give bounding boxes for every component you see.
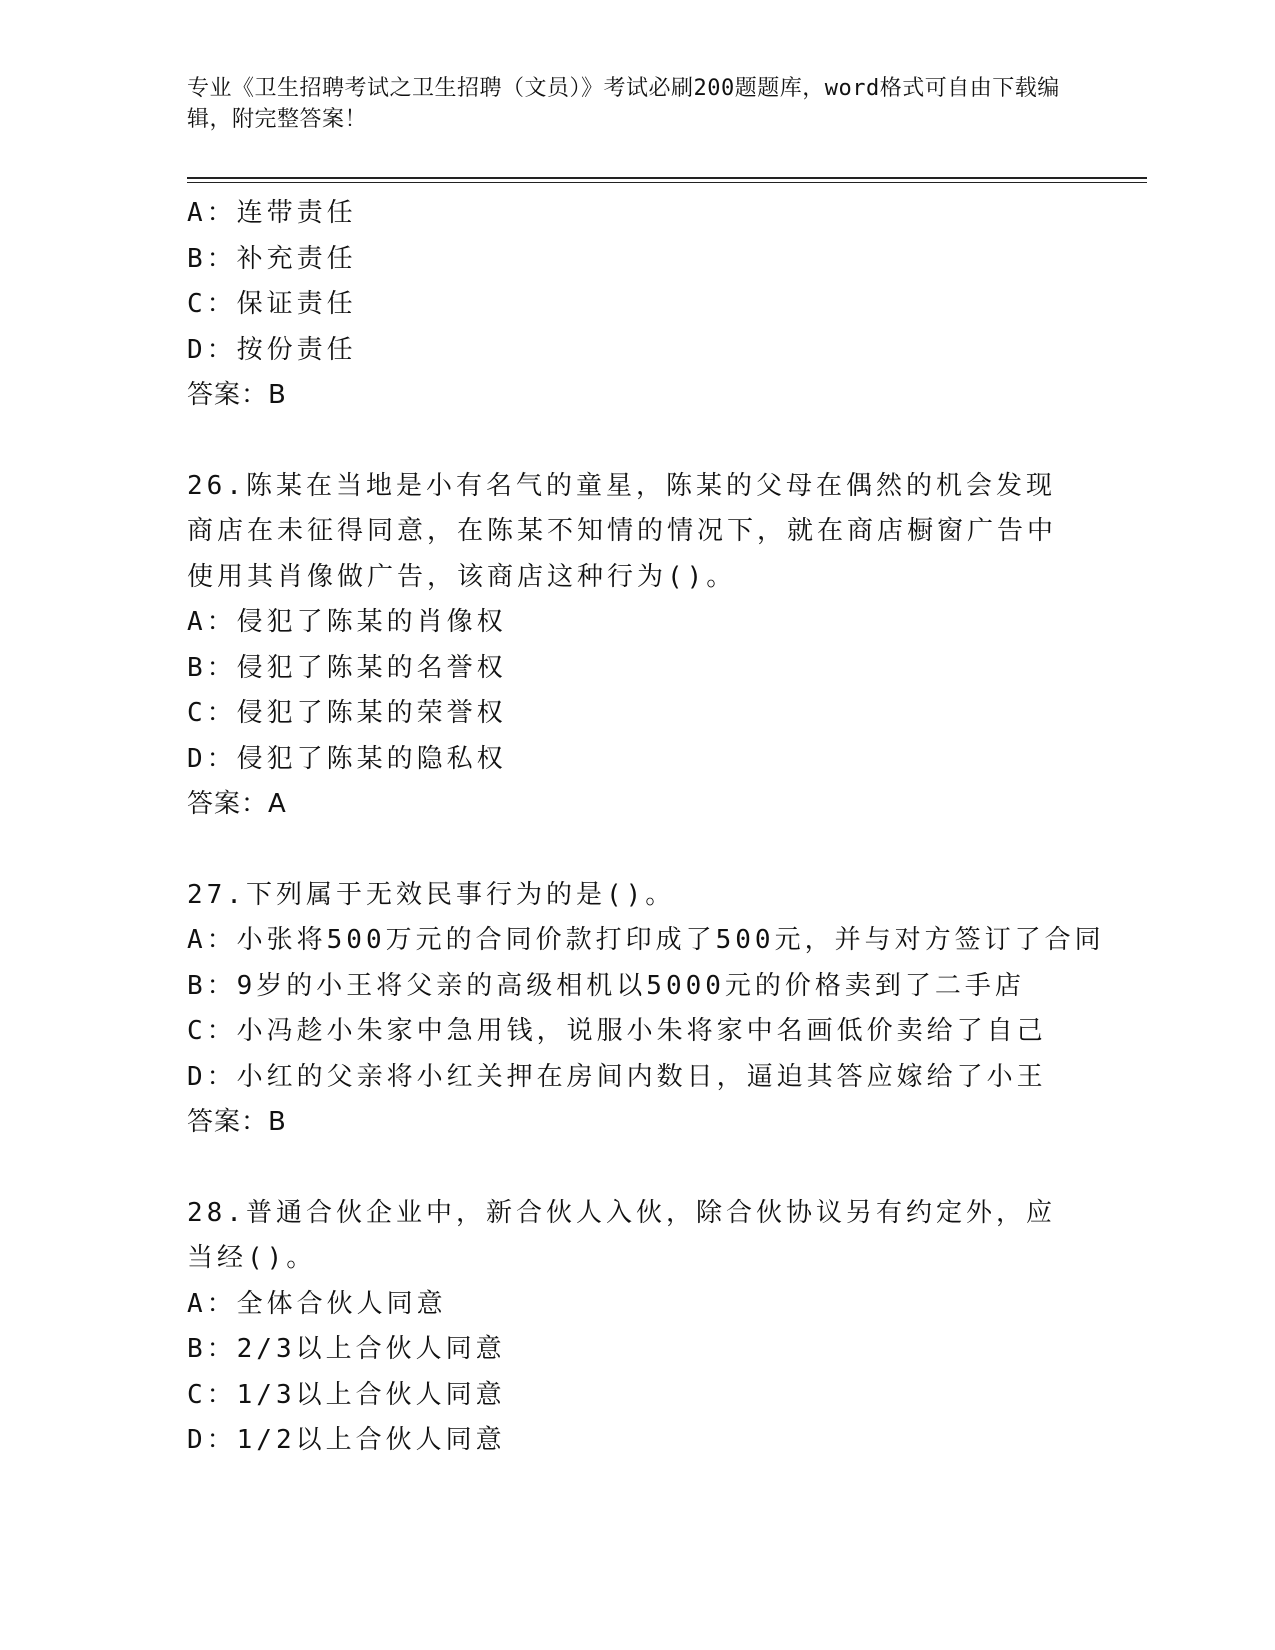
option-c: C：小冯趁小朱家中急用钱，说服小朱将家中名画低价卖给了自己 [187,1016,1047,1046]
header-divider-thick [187,177,1147,179]
question-list [187,191,1105,1464]
option-c: C：1/3以上合伙人同意 [187,1379,506,1410]
option-a: A：小张将500万元的合同价款打印成了500元，并与对方签订了合同 [187,925,1105,955]
header-divider-thin [187,182,1147,183]
option-d: D：1/2以上合伙人同意 [187,1425,506,1455]
option-c: C：侵犯了陈某的荣誉权 [187,698,507,728]
answer-line: 答案：B [187,1107,287,1137]
question-27 [187,873,1105,1146]
option-c: C：保证责任 [187,289,357,319]
question-stem: 27.下列属于无效民事行为的是()。 [187,879,676,910]
option-b: B：9岁的小王将父亲的高级相机以5000元的价格卖到了二手店 [187,970,1025,1001]
option-a: A：连带责任 [187,198,357,228]
question-stem: 26.陈某在当地是小有名气的童星，陈某的父母在偶然的机会发现商店在未征得同意，在陈某不知情的情况下，就在商店橱窗广告中使用其肖像做广告，该商店这种行为()。 [187,470,1058,592]
option-d: D：侵犯了陈某的隐私权 [187,743,507,774]
question-28 [187,1191,1067,1464]
question-25-continued [187,191,1067,419]
option-b: B：2/3以上合伙人同意 [187,1334,506,1364]
option-d: D：小红的父亲将小红关押在房间内数日，逼迫其答应嫁给了小王 [187,1061,1047,1092]
option-b: B：侵犯了陈某的名誉权 [187,652,507,683]
answer-line: 答案：B [187,380,287,410]
option-a: A：全体合伙人同意 [187,1288,447,1319]
document-intro: 专业《卫生招聘考试之卫生招聘（文员）》考试必刷200题题库，word格式可自由下载编辑，附完整答案！ [187,76,1060,132]
question-26 [187,464,1067,828]
option-a: A：侵犯了陈某的肖像权 [187,607,507,637]
answer-line: 答案：A [187,789,287,819]
option-b: B：补充责任 [187,243,357,274]
question-stem: 28.普通合伙企业中，新合伙人入伙，除合伙协议另有约定外，应当经()。 [187,1197,1056,1273]
option-d: D：按份责任 [187,334,357,365]
